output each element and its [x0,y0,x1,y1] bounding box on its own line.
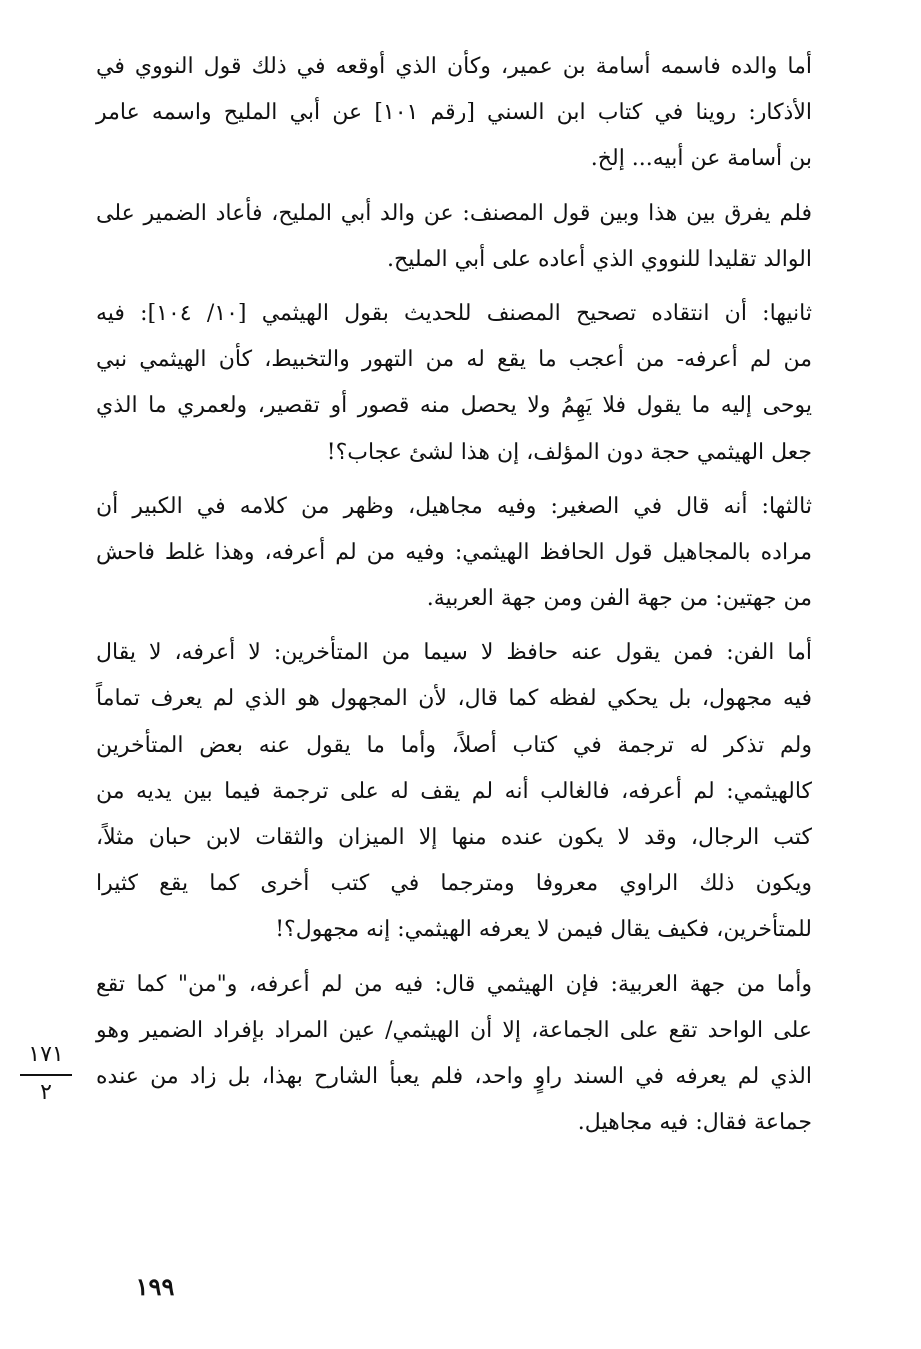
text-line: ثانيها: أن انتقاده تصحيح المصنف للحديث بقول الهيثمي [١٠/ ١٠٤]: فيه [96,300,812,326]
text-line: على الواحد تقع على الجماعة، إلا أن الهيثمي/ عين المراد بإفراد الضمير وهو [96,1017,812,1043]
text-line: فلم يفرق بين هذا وبين قول المصنف: عن والد أبي المليح، فأعاد الضمير على [96,200,812,226]
paragraph [96,191,812,283]
text-body [96,44,812,1154]
text-line: يوحى إليه ما يقول فلا يَهِمُ ولا يحصل منه قصور أو تقصير، ولعمري ما الذي [96,393,812,419]
text-line: وأما من جهة العربية: فإن الهيثمي قال: فيه من لم أعرفه، و"من" كما تقع [96,971,812,997]
paragraph [96,962,812,1147]
text-line: الأذكار: روينا في كتاب ابن السني [رقم ١٠١] عن أبي المليح واسمه عامر [96,100,813,126]
paragraph [96,291,812,476]
margin-reference-volume-page: ١٧١ [28,1042,64,1067]
text-line: بن أسامة عن أبيه... إلخ. [590,146,812,172]
text-line: أما الفن: فمن يقول عنه حافظ لا سيما من المتأخرين: لا أعرفه، لا يقال [96,640,812,666]
paragraph [96,630,812,953]
text-line: كتب الرجال، وقد لا يكون عنده منها إلا الميزان والثقات لابن حبان مثلاً، [96,825,812,850]
text-line: ولم تذكر له ترجمة في كتاب أصلاً، وأما ما يقول عنه بعض المتأخرين [96,732,812,758]
text-line: جماعة فقال: فيه مجاهيل. [577,1110,812,1136]
text-line: ثالثها: أنه قال في الصغير: وفيه مجاهيل، وظهر من كلامه في الكبير أن [96,493,812,519]
text-line: من لم أعرفه- من أعجب ما يقع له من التهور والتخبيط، كأن الهيثمي نبي [96,347,812,373]
paragraph [96,44,812,183]
text-line: الوالد تقليدا للنووي الذي أعاده على أبي المليح. [387,246,812,272]
text-line: أما والده فاسمه أسامة بن عمير، وكأن الذي أوقعه في ذلك قول النووي في [96,54,812,79]
page-number: ١٩٩ [135,1272,175,1301]
text-line: فيه مجهول، بل يحكي لفظه كما قال، لأن المجهول هو الذي لم يعرف تماماً [96,686,812,712]
margin-reference [20,1040,72,1106]
text-line: للمتأخرين، فكيف يقال فيمن لا يعرفه الهيثمي: إنه مجهول؟! [275,917,812,943]
margin-reference-part: ٢ [40,1080,52,1105]
text-line: كالهيثمي: لم أعرفه، فالغالب أنه لم يقف له على ترجمة فيما بين يديه من [96,778,812,804]
text-line: مراده بالمجاهيل قول الحافظ الهيثمي: وفيه من لم أعرفه، وهذا غلط فاحش [96,539,812,565]
text-line: جعل الهيثمي حجة دون المؤلف، إن هذا لشئ عجاب؟! [326,439,812,465]
margin-reference-divider [20,1074,72,1076]
text-line: الذي لم يعرفه في السند راوٍ واحد، فلم يعبأ الشارح بهذا، بل زاد من عنده [96,1063,812,1089]
paragraph [96,484,812,623]
text-line: ويكون ذلك الراوي معروفا ومترجما في كتب أخرى كما يقع كثيرا [96,871,812,897]
text-line: من جهتين: من جهة الفن ومن جهة العربية. [426,586,812,612]
